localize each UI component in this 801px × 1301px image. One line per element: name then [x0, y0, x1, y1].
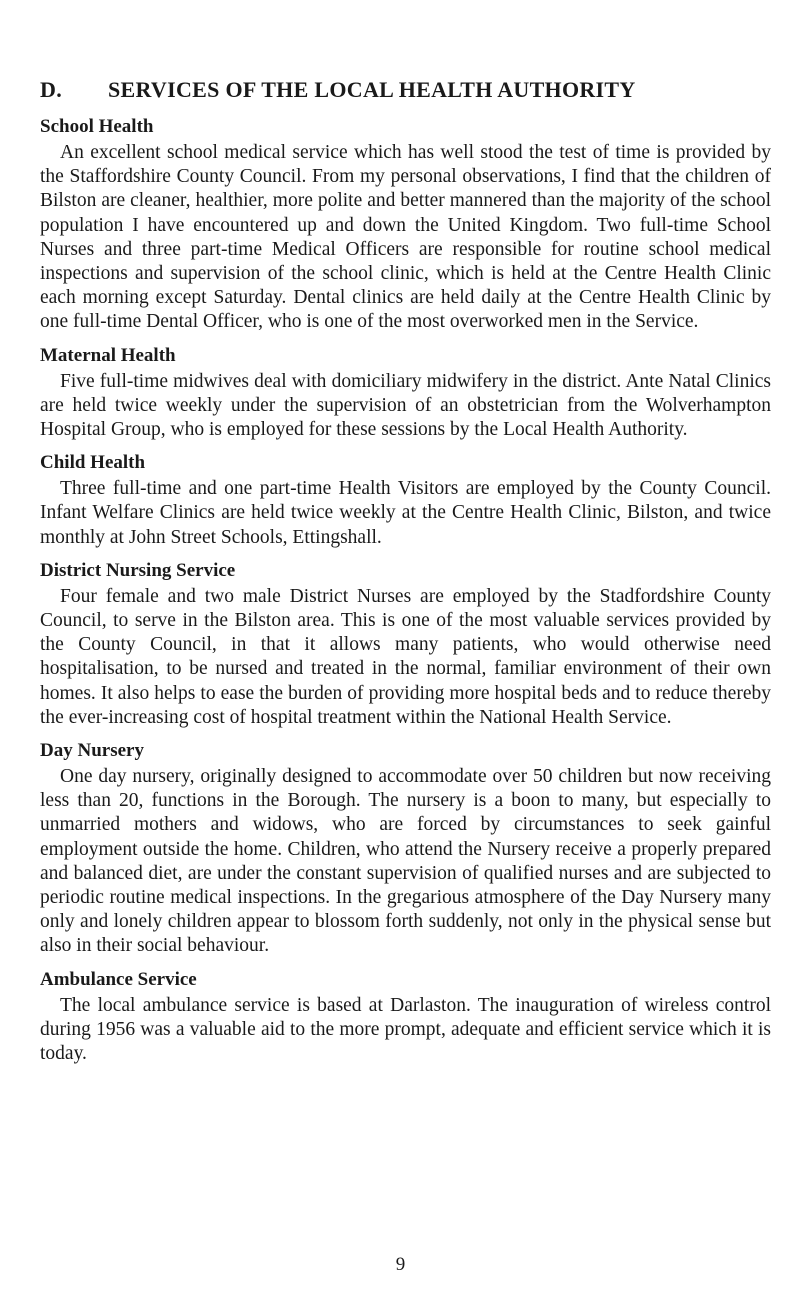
section-paragraph: The local ambulance service is based at Darlaston. The inauguration of wireless control during 1956 was a valuable aid to the more prompt, adequate and efficient service which it is today.	[40, 994, 771, 1065]
section-school-health	[40, 115, 771, 335]
section-day-nursery	[40, 739, 771, 959]
section-heading: Maternal Health	[40, 344, 176, 366]
section-heading: District Nursing Service	[40, 559, 236, 581]
document-page	[40, 75, 771, 1075]
section-heading: School Health	[40, 116, 154, 137]
title-text: SERVICES OF THE LOCAL HEALTH AUTHORITY	[108, 77, 636, 102]
section-district-nursing	[40, 559, 771, 730]
section-maternal-health	[40, 344, 771, 443]
section-paragraph: Three full-time and one part-time Health Visitors are employed by the County Council. Infant Welfare Clinics are held twice weekly at the Centre Health Clinic, Bilston, and twice monthly at John Street Schools, Ettingshall.	[40, 478, 771, 548]
page-number: 9	[395, 1254, 406, 1275]
section-letter: D.	[40, 77, 62, 102]
section-heading: Ambulance Service	[40, 968, 197, 990]
section-paragraph: Four female and two male District Nurses are employed by the Stadfordshire County Council, to serve in the Bilston area. This is one of the most valuable services provided by the County Council, in that it allows many patients, who would otherwise need hospitalisation, to be nursed and treated in the normal, familiar environment of their own homes. It also helps to ease the burden of providing more hospital beds and to reduce thereby the ever-increasing cost of hospital treatment within the National Health Service.	[40, 585, 771, 728]
section-paragraph: One day nursery, originally designed to accommodate over 50 children but now receiving less than 20, functions in the Borough. The nursery is a boon to many, but especially to unmarried mothers and widows, who are forced by circumstances to seek gainful employment outside the home. Children, who attend the Nursery receive a properly prepared and balanced diet, are under the constant supervision of qualified nurses and are subjected to periodic routine medical inspections. In the gregarious atmosphere of the Day Nursery many only and lonely children appear to blossom forth suddenly, not only in the physical sense but also in their social behaviour.	[40, 766, 771, 957]
section-heading: Child Health	[40, 452, 146, 474]
section-heading: Day Nursery	[40, 740, 144, 762]
section-ambulance-service	[40, 968, 771, 1067]
section-paragraph: An excellent school medical service which has well stood the test of time is provided by the Staffordshire County Council. From my personal observations, I find that the children of Bilston are cleaner, healthier, more polite and better mannered than the majority of the school population I have encountered up and down the United Kingdom. Two full-time School Nurses and three part-time Medical Officers are responsible for routine school medical inspections and supervision of the school clinic, which is held at the Centre Health Clinic each morning except Saturday. Dental clinics are held daily at the Centre Health Clinic by one full-time Dental Officer, who is one of the most overworked men in the Service.	[40, 142, 771, 333]
page-title	[40, 75, 771, 105]
section-child-health	[40, 451, 771, 550]
section-paragraph: Five full-time midwives deal with domiciliary midwifery in the district. Ante Natal Clinics are held twice weekly under the supervision of an obstetrician from the Wolverhampton Hospital Group, who is employed for these sessions by the Local Health Authority.	[40, 370, 771, 441]
